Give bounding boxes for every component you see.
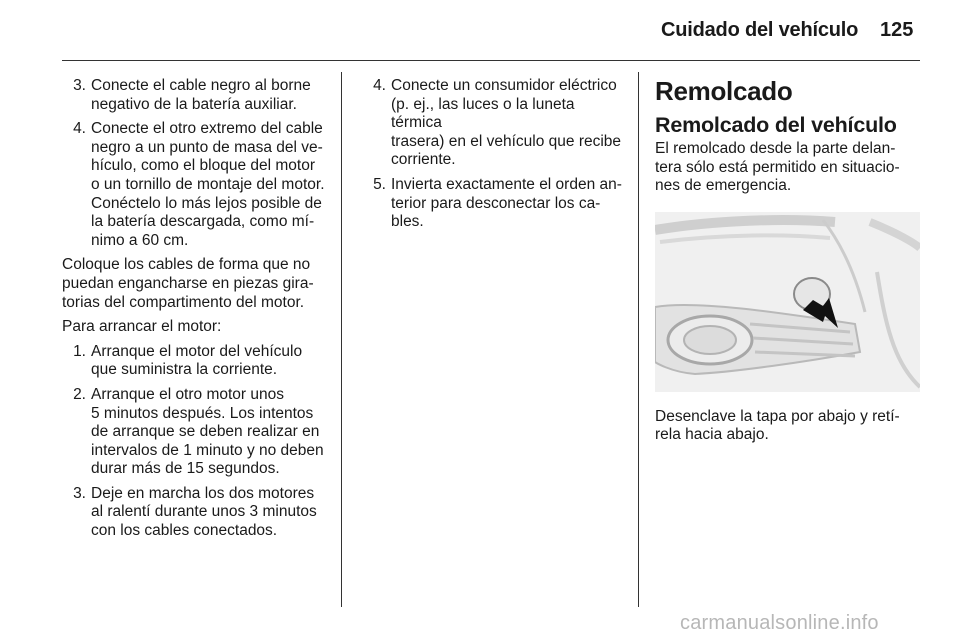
list-item <box>62 120 330 250</box>
list-item <box>62 343 330 380</box>
text-line: torias del compartimento del motor. <box>62 293 305 311</box>
subsection-heading: Remolcado del vehículo <box>655 113 897 137</box>
towing-eye-cover-illustration <box>655 212 920 392</box>
list-number: 4. <box>373 77 386 94</box>
text-line: Invierta exactamente el orden an- <box>391 175 622 193</box>
column-1 <box>62 77 330 547</box>
text-line: bles. <box>391 213 424 231</box>
text-line: 5 minutos después. Los intentos <box>91 404 314 422</box>
section-heading: Remolcado <box>655 76 793 106</box>
column-3 <box>655 76 923 451</box>
column-divider-1 <box>341 72 342 607</box>
text-line: Deje en marcha los dos motores <box>91 484 315 502</box>
text-line: nimo a 60 cm. <box>91 231 189 249</box>
page-number: 125 <box>880 19 914 41</box>
list-number: 3. <box>73 77 86 94</box>
list-number: 2. <box>73 385 86 403</box>
text-line: terior para desconectar los ca- <box>391 194 601 212</box>
text-line: Conecte el otro extremo del cable <box>91 120 323 138</box>
paragraph-release-cover <box>655 408 923 445</box>
text-line: la batería descargada, como mí- <box>91 213 315 231</box>
column-2 <box>362 77 626 238</box>
column-divider-2 <box>638 72 639 607</box>
list-item <box>62 485 330 541</box>
text-line: de arranque se deben realizar en <box>91 423 320 441</box>
text-line: Arranque el otro motor unos <box>91 385 284 403</box>
text-line: negativo de la batería auxiliar. <box>91 95 297 113</box>
text-line: intervalos de 1 minuto y no deben <box>91 441 324 459</box>
list-number: 1. <box>73 342 86 360</box>
bumper-illustration <box>655 212 920 392</box>
list-number: 5. <box>373 175 386 193</box>
text-line: corriente. <box>391 151 456 169</box>
text-line: Desenclave la tapa por abajo y retí- <box>655 407 900 425</box>
paragraph-start-engine: Para arrancar el motor: <box>62 318 222 336</box>
list-number: 3. <box>73 484 86 502</box>
list-item <box>362 176 626 232</box>
text-line: tera sólo está permitido en situacio- <box>655 158 900 176</box>
text-line: Arranque el motor del vehículo <box>91 342 303 360</box>
running-header-title: Cuidado del vehículo <box>661 19 859 41</box>
text-line: con los cables conectados. <box>91 522 278 540</box>
paragraph-cable-placement <box>62 256 330 312</box>
text-line: Conecte el cable negro al borne <box>91 77 311 94</box>
list-number: 4. <box>73 120 86 138</box>
text-line: rela hacia abajo. <box>655 426 769 444</box>
text-line: hículo, como el bloque del motor <box>91 157 316 175</box>
text-line: (p. ej., las luces o la luneta térmica <box>391 95 575 132</box>
text-line: puedan engancharse en piezas gira- <box>62 274 314 292</box>
text-line: negro a un punto de masa del ve- <box>91 138 323 156</box>
text-line: trasera) en el vehículo que recibe <box>391 132 622 150</box>
text-line: o un tornillo de montaje del motor. <box>91 175 325 193</box>
text-line: que suministra la corriente. <box>91 361 278 379</box>
text-line: durar más de 15 segundos. <box>91 460 280 478</box>
text-line: Conecte un consumidor eléctrico <box>391 77 617 94</box>
header-divider <box>62 60 920 61</box>
list-item <box>62 77 330 114</box>
list-item <box>362 77 626 170</box>
text-line: Conéctelo lo más lejos posible de <box>91 194 322 212</box>
text-line: Coloque los cables de forma que no <box>62 256 311 274</box>
list-item <box>62 386 330 479</box>
text-line: El remolcado desde la parte delan- <box>655 140 896 157</box>
watermark-text: carmanualsonline.info <box>680 612 879 634</box>
paragraph-towing-intro <box>655 140 923 196</box>
text-line: nes de emergencia. <box>655 177 792 195</box>
text-line: al ralentí durante unos 3 minutos <box>91 503 317 521</box>
